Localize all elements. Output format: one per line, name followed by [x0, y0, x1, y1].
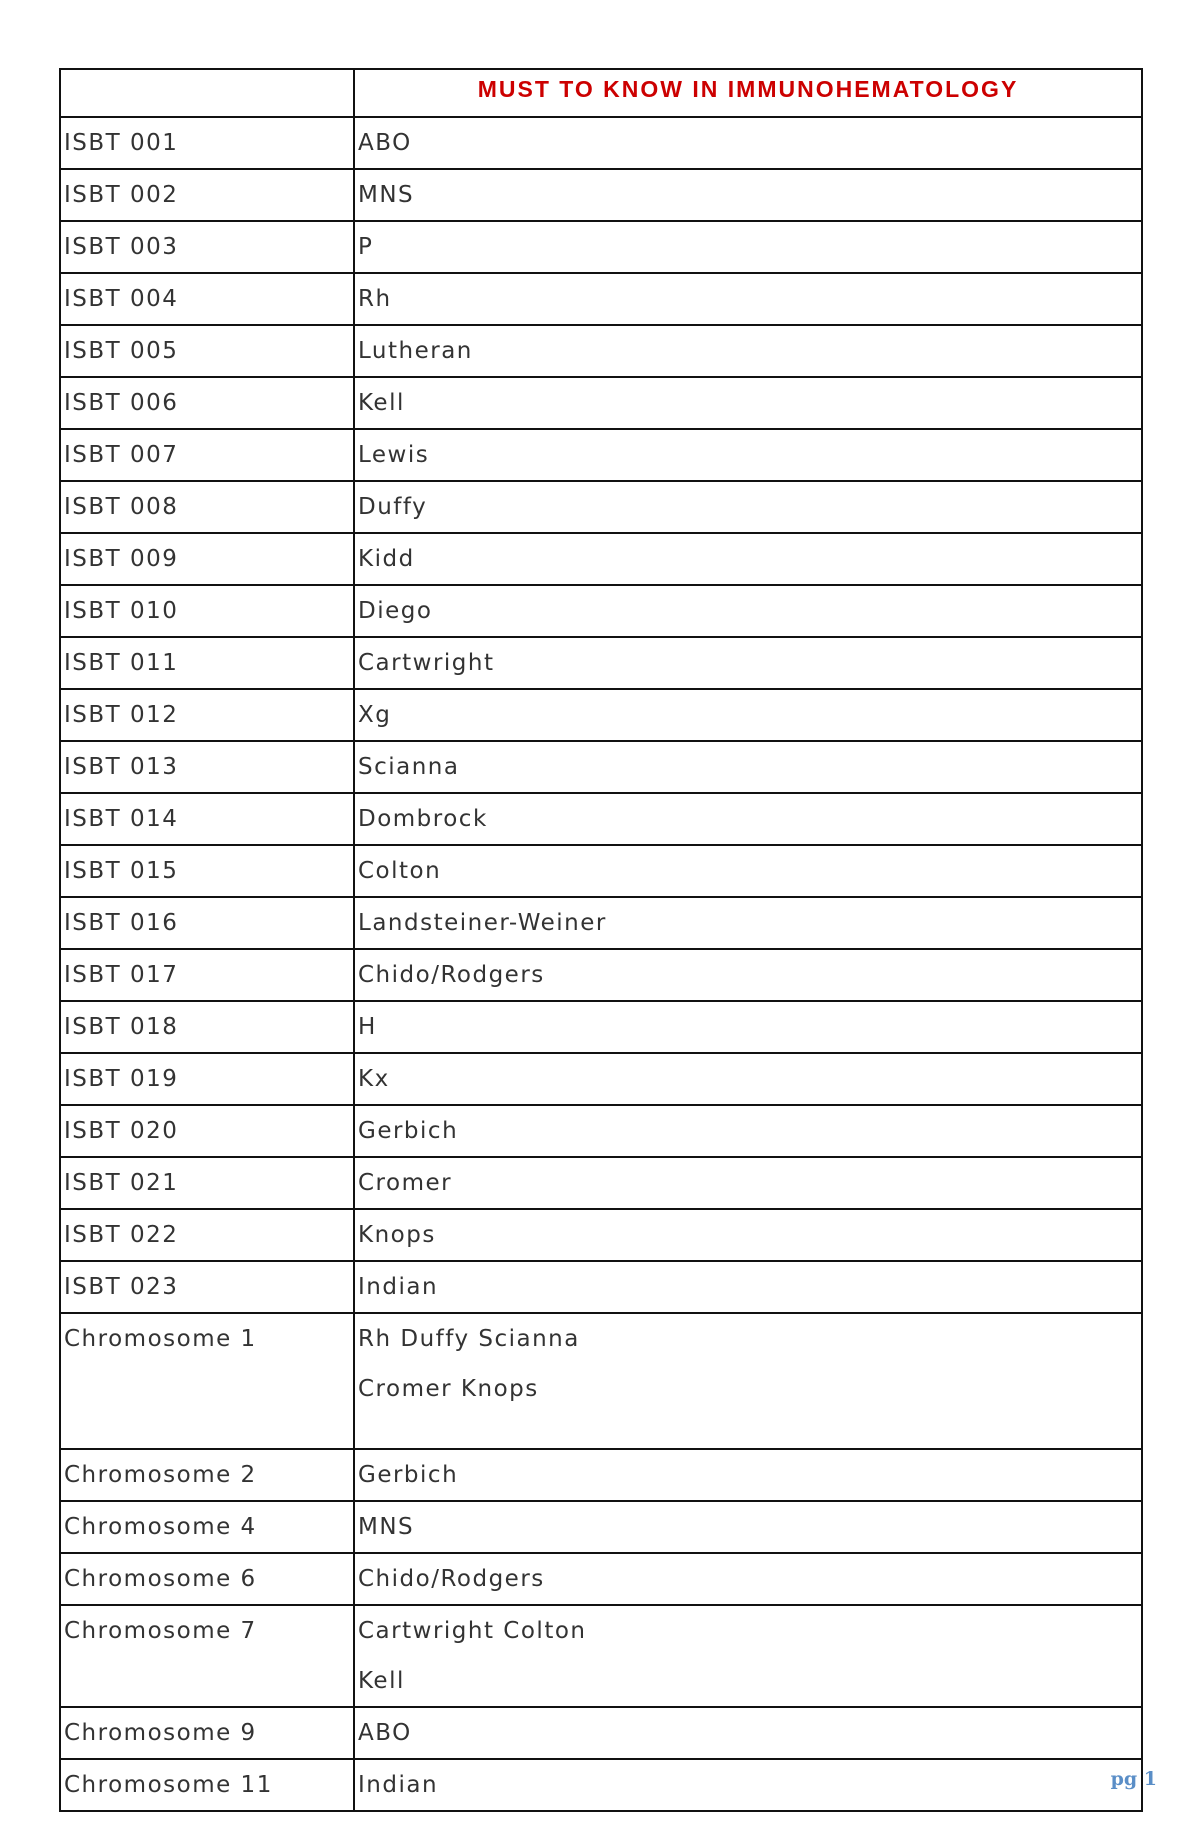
chromosome-systems-line: Kell [358, 1668, 405, 1694]
isbt-code-cell [60, 637, 354, 689]
table-row [60, 689, 1142, 741]
isbt-code-cell [60, 273, 354, 325]
isbt-code: ISBT 015 [64, 858, 179, 884]
blood-group-system-cell [354, 793, 1142, 845]
header-empty-cell [60, 69, 354, 117]
isbt-code: ISBT 002 [64, 182, 179, 208]
table-row [60, 1053, 1142, 1105]
blood-group-system-cell [354, 325, 1142, 377]
page-title: MUST TO KNOW IN IMMUNOHEMATOLOGY [477, 76, 1019, 102]
table-row [60, 1553, 1142, 1605]
chromosome-systems-cell [354, 1605, 1142, 1707]
isbt-code: ISBT 008 [64, 494, 179, 520]
table-row [60, 481, 1142, 533]
blood-group-system: ABO [358, 130, 412, 156]
chromosome-cell [60, 1707, 354, 1759]
isbt-code: ISBT 013 [64, 754, 179, 780]
isbt-code-cell [60, 1157, 354, 1209]
isbt-code-cell [60, 793, 354, 845]
chromosome-systems-line: Cartwright Colton [358, 1618, 587, 1644]
blood-group-system: Dombrock [358, 806, 488, 832]
isbt-code-cell [60, 429, 354, 481]
isbt-code-cell [60, 741, 354, 793]
blood-group-system: Scianna [358, 754, 460, 780]
blood-group-system-cell [354, 1001, 1142, 1053]
chromosome-cell [60, 1449, 354, 1501]
table-row [60, 637, 1142, 689]
table-row [60, 1707, 1142, 1759]
isbt-code: ISBT 005 [64, 338, 179, 364]
chromosome-systems-cell [354, 1759, 1142, 1811]
table-row [60, 793, 1142, 845]
blood-group-system-cell [354, 117, 1142, 169]
table-row [60, 1501, 1142, 1553]
blood-group-system-cell [354, 949, 1142, 1001]
table-row [60, 1261, 1142, 1313]
blood-group-system-cell [354, 1157, 1142, 1209]
blood-group-system-cell [354, 689, 1142, 741]
isbt-code-cell [60, 949, 354, 1001]
table-row [60, 1001, 1142, 1053]
table-row [60, 741, 1142, 793]
blood-group-system-cell [354, 741, 1142, 793]
table-row [60, 1449, 1142, 1501]
blood-group-system: Chido/Rodgers [358, 962, 545, 988]
blood-group-system: Knops [358, 1222, 436, 1248]
chromosome-label: Chromosome 6 [64, 1566, 257, 1592]
blood-group-system: Cromer [358, 1170, 453, 1196]
isbt-code: ISBT 007 [64, 442, 179, 468]
table-row [60, 1313, 1142, 1449]
table-row [60, 1157, 1142, 1209]
header-title-cell [354, 69, 1142, 117]
table-row [60, 897, 1142, 949]
blood-group-system: Xg [358, 702, 392, 728]
isbt-code-cell [60, 689, 354, 741]
chromosome-cell [60, 1501, 354, 1553]
table-header-row [60, 69, 1142, 117]
isbt-code: ISBT 018 [64, 1014, 179, 1040]
blood-group-system-cell [354, 845, 1142, 897]
chromosome-label: Chromosome 4 [64, 1514, 257, 1540]
blood-group-system-cell [354, 1261, 1142, 1313]
isbt-code-cell [60, 377, 354, 429]
blood-group-system: Indian [358, 1274, 439, 1300]
isbt-code: ISBT 020 [64, 1118, 179, 1144]
table-row [60, 949, 1142, 1001]
blood-group-system-cell [354, 221, 1142, 273]
chromosome-systems-line: MNS [358, 1514, 415, 1540]
blood-group-system-cell [354, 585, 1142, 637]
blood-group-system-cell [354, 1105, 1142, 1157]
chromosome-systems-cell [354, 1313, 1142, 1449]
isbt-code: ISBT 009 [64, 546, 179, 572]
table-row [60, 117, 1142, 169]
isbt-code: ISBT 012 [64, 702, 179, 728]
table-row [60, 169, 1142, 221]
isbt-code: ISBT 010 [64, 598, 179, 624]
table-row [60, 1759, 1142, 1811]
isbt-code-cell [60, 221, 354, 273]
blood-group-system-cell [354, 1209, 1142, 1261]
chromosome-cell [60, 1605, 354, 1707]
isbt-code: ISBT 004 [64, 286, 179, 312]
page-number: pg 1 [1110, 1768, 1157, 1790]
blood-group-system: Gerbich [358, 1118, 459, 1144]
chromosome-label: Chromosome 2 [64, 1462, 257, 1488]
chromosome-cell [60, 1313, 354, 1449]
chromosome-systems-cell [354, 1553, 1142, 1605]
isbt-code-cell [60, 1053, 354, 1105]
isbt-code-cell [60, 533, 354, 585]
isbt-code-cell [60, 481, 354, 533]
blood-group-system-cell [354, 273, 1142, 325]
chromosome-systems-cell [354, 1449, 1142, 1501]
blood-group-system: Kidd [358, 546, 415, 572]
chromosome-cell [60, 1553, 354, 1605]
table-row [60, 1605, 1142, 1707]
table-row [60, 533, 1142, 585]
chromosome-label: Chromosome 1 [64, 1326, 257, 1352]
isbt-code: ISBT 017 [64, 962, 179, 988]
table-row [60, 585, 1142, 637]
isbt-code-cell [60, 1209, 354, 1261]
isbt-code-cell [60, 1105, 354, 1157]
isbt-code-cell [60, 845, 354, 897]
blood-group-system: MNS [358, 182, 415, 208]
isbt-code: ISBT 003 [64, 234, 179, 260]
isbt-code: ISBT 023 [64, 1274, 179, 1300]
chromosome-cell [60, 1759, 354, 1811]
chromosome-systems-line: Gerbich [358, 1462, 459, 1488]
blood-group-system: Lutheran [358, 338, 473, 364]
isbt-code: ISBT 016 [64, 910, 179, 936]
blood-group-system: Colton [358, 858, 442, 884]
table-row [60, 1209, 1142, 1261]
blood-group-system: Duffy [358, 494, 428, 520]
chromosome-label: Chromosome 7 [64, 1618, 257, 1644]
blood-group-system-cell [354, 481, 1142, 533]
isbt-code-cell [60, 169, 354, 221]
chromosome-label: Chromosome 11 [64, 1772, 273, 1798]
table-row [60, 1105, 1142, 1157]
table-row [60, 221, 1142, 273]
chromosome-systems-line: Chido/Rodgers [358, 1566, 545, 1592]
table-row [60, 325, 1142, 377]
blood-group-system: Rh [358, 286, 392, 312]
blood-group-system: Kell [358, 390, 405, 416]
blood-group-system-cell [354, 377, 1142, 429]
isbt-code: ISBT 006 [64, 390, 179, 416]
blood-group-system-cell [354, 533, 1142, 585]
isbt-code-cell [60, 325, 354, 377]
blood-group-system-cell [354, 429, 1142, 481]
isbt-code-cell [60, 1261, 354, 1313]
chromosome-systems-cell [354, 1501, 1142, 1553]
isbt-code-cell [60, 585, 354, 637]
isbt-code-cell [60, 117, 354, 169]
blood-group-system-cell [354, 169, 1142, 221]
blood-group-system: H [358, 1014, 377, 1040]
chromosome-systems-line: ABO [358, 1720, 412, 1746]
blood-group-system-cell [354, 1053, 1142, 1105]
blood-group-system: Landsteiner-Weiner [358, 910, 607, 936]
isbt-code: ISBT 001 [64, 130, 179, 156]
immunohematology-table [59, 68, 1143, 1812]
chromosome-label: Chromosome 9 [64, 1720, 257, 1746]
isbt-code: ISBT 014 [64, 806, 179, 832]
blood-group-system: Cartwright [358, 650, 495, 676]
blood-group-system: Kx [358, 1066, 390, 1092]
chromosome-systems-line: Indian [358, 1772, 439, 1798]
blood-group-system: Lewis [358, 442, 430, 468]
isbt-code-cell [60, 897, 354, 949]
chromosome-systems-cell [354, 1707, 1142, 1759]
table-row [60, 429, 1142, 481]
table-row [60, 845, 1142, 897]
isbt-code: ISBT 019 [64, 1066, 179, 1092]
isbt-code-cell [60, 1001, 354, 1053]
chromosome-systems-line: Cromer Knops [358, 1376, 539, 1402]
isbt-code: ISBT 022 [64, 1222, 179, 1248]
isbt-code: ISBT 011 [64, 650, 179, 676]
blood-group-system-cell [354, 897, 1142, 949]
blood-group-system: Diego [358, 598, 433, 624]
blood-group-system: P [358, 234, 374, 260]
table-row [60, 377, 1142, 429]
isbt-code: ISBT 021 [64, 1170, 179, 1196]
blood-group-system-cell [354, 637, 1142, 689]
chromosome-systems-line: Rh Duffy Scianna [358, 1326, 580, 1352]
table-row [60, 273, 1142, 325]
